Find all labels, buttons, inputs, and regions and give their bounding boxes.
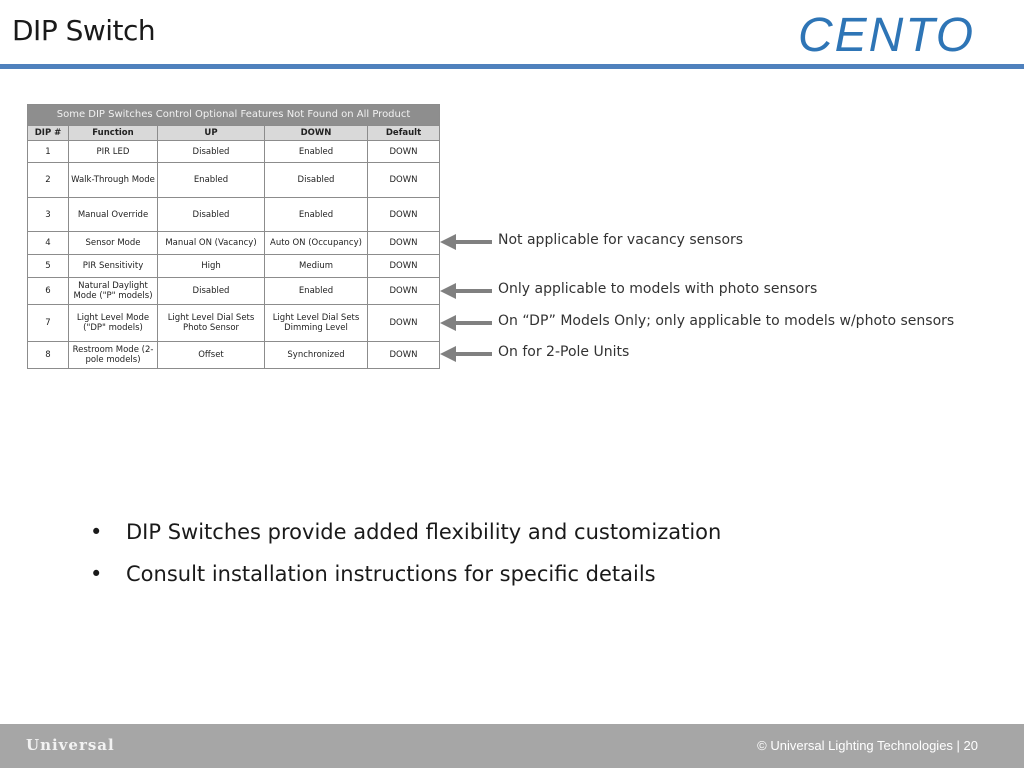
- table-header-row: [28, 126, 440, 141]
- cento-logo-text: CENTO: [798, 9, 976, 60]
- up-cell: Manual ON (Vacancy): [158, 232, 265, 255]
- up-cell: High: [158, 255, 265, 278]
- column-header: UP: [158, 126, 265, 141]
- table-row: [28, 232, 440, 255]
- dip-switch-table: [27, 104, 440, 369]
- function-cell: Walk-Through Mode: [69, 163, 158, 198]
- down-cell: Enabled: [265, 278, 368, 305]
- left-arrow-icon: [440, 346, 492, 362]
- table-row: [28, 141, 440, 163]
- function-cell: PIR LED: [69, 141, 158, 163]
- function-cell: PIR Sensitivity: [69, 255, 158, 278]
- dip-number-cell: 8: [28, 342, 69, 369]
- left-arrow-icon: [440, 315, 492, 331]
- left-arrow-icon: [440, 234, 492, 250]
- table-row: [28, 305, 440, 342]
- annotation-note: Not applicable for vacancy sensors: [498, 232, 744, 248]
- annotation-note: On for 2-Pole Units: [498, 344, 630, 360]
- default-cell: DOWN: [368, 255, 440, 278]
- universal-logo: Universal: [26, 736, 115, 754]
- bullet-list: [90, 517, 721, 601]
- default-cell: DOWN: [368, 278, 440, 305]
- header-rule: [0, 64, 1024, 69]
- table-row: [28, 255, 440, 278]
- function-cell: Light Level Mode ("DP" models): [69, 305, 158, 342]
- dip-number-cell: 6: [28, 278, 69, 305]
- down-cell: Disabled: [265, 163, 368, 198]
- table-row: [28, 163, 440, 198]
- table-body: [28, 141, 440, 369]
- slide-title: DIP Switch: [12, 14, 156, 47]
- table-row: [28, 342, 440, 369]
- function-cell: Manual Override: [69, 198, 158, 232]
- dip-number-cell: 3: [28, 198, 69, 232]
- footer-bar: [0, 724, 1024, 768]
- annotation-note: On “DP” Models Only; only applicable to models w/photo sensors: [498, 313, 955, 329]
- dip-number-cell: 2: [28, 163, 69, 198]
- dip-number-cell: 4: [28, 232, 69, 255]
- cento-logo: [796, 8, 1006, 60]
- bullet-dot-icon: •: [90, 520, 103, 544]
- down-cell: Medium: [265, 255, 368, 278]
- column-header: DOWN: [265, 126, 368, 141]
- up-cell: Disabled: [158, 141, 265, 163]
- up-cell: Light Level Dial Sets Photo Sensor: [158, 305, 265, 342]
- up-cell: Disabled: [158, 198, 265, 232]
- table-row: [28, 278, 440, 305]
- default-cell: DOWN: [368, 342, 440, 369]
- dip-number-cell: 1: [28, 141, 69, 163]
- down-cell: Enabled: [265, 198, 368, 232]
- default-cell: DOWN: [368, 163, 440, 198]
- function-cell: Sensor Mode: [69, 232, 158, 255]
- copyright-text: © Universal Lighting Technologies | 20: [757, 738, 978, 753]
- bullet-item: [90, 517, 721, 559]
- down-cell: Synchronized: [265, 342, 368, 369]
- column-header: DIP #: [28, 126, 69, 141]
- table-caption: Some DIP Switches Control Optional Features Not Found on All Product: [28, 105, 440, 126]
- default-cell: DOWN: [368, 141, 440, 163]
- bullet-text: Consult installation instructions for specific details: [126, 562, 656, 586]
- annotation-note: Only applicable to models with photo sensors: [498, 281, 818, 297]
- down-cell: Enabled: [265, 141, 368, 163]
- up-cell: Offset: [158, 342, 265, 369]
- table-row: [28, 198, 440, 232]
- up-cell: Enabled: [158, 163, 265, 198]
- bullet-item: [90, 559, 721, 601]
- bullet-dot-icon: •: [90, 562, 103, 586]
- function-cell: Restroom Mode (2-pole models): [69, 342, 158, 369]
- down-cell: Auto ON (Occupancy): [265, 232, 368, 255]
- column-header: Function: [69, 126, 158, 141]
- function-cell: Natural Daylight Mode ("P" models): [69, 278, 158, 305]
- left-arrow-icon: [440, 283, 492, 299]
- bullet-text: DIP Switches provide added flexibility and customization: [126, 520, 722, 544]
- down-cell: Light Level Dial Sets Dimming Level: [265, 305, 368, 342]
- dip-number-cell: 5: [28, 255, 69, 278]
- default-cell: DOWN: [368, 305, 440, 342]
- up-cell: Disabled: [158, 278, 265, 305]
- dip-number-cell: 7: [28, 305, 69, 342]
- default-cell: DOWN: [368, 232, 440, 255]
- column-header: Default: [368, 126, 440, 141]
- default-cell: DOWN: [368, 198, 440, 232]
